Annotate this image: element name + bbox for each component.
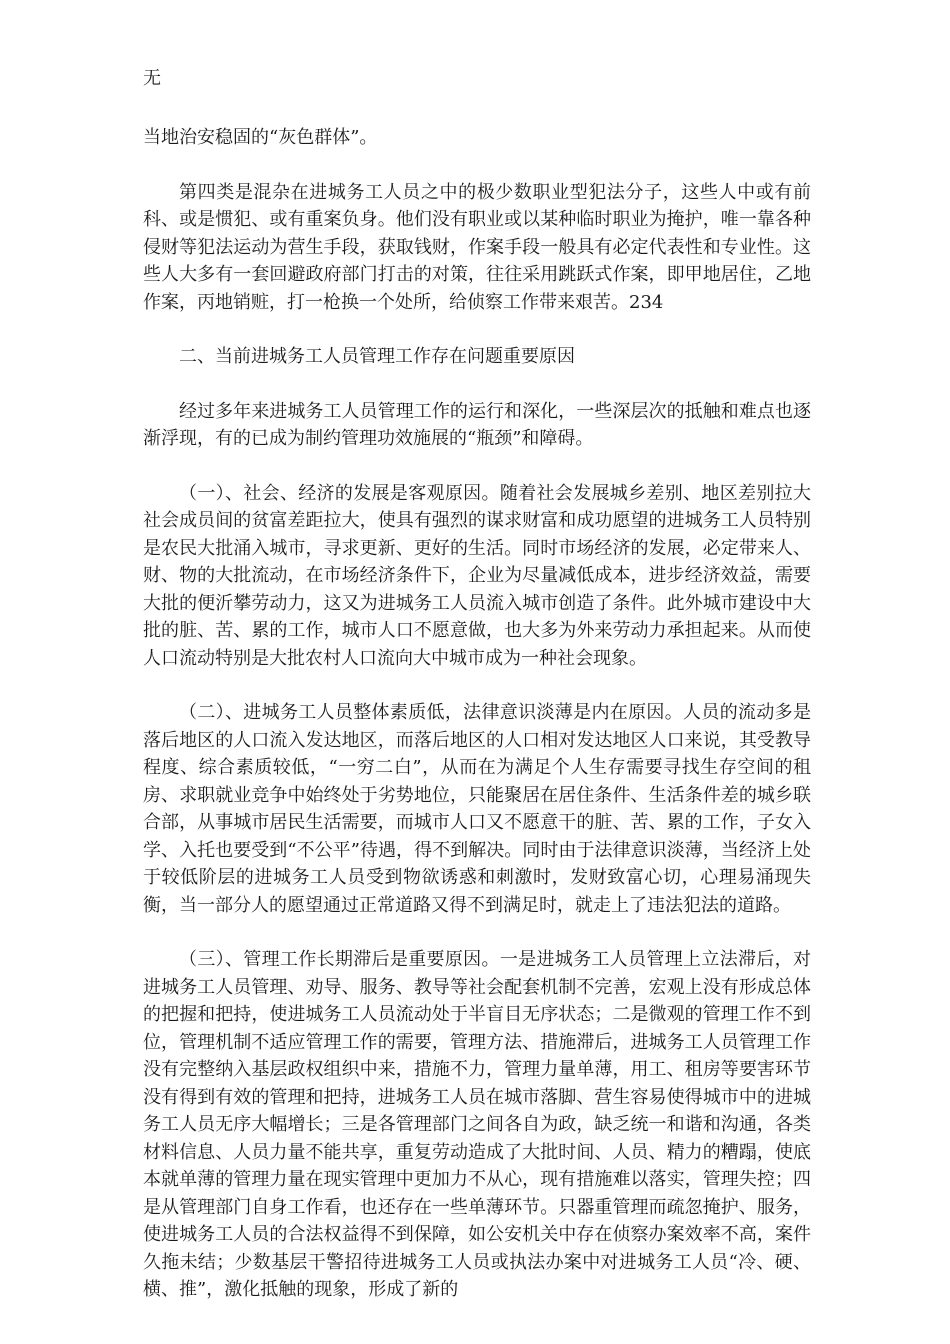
paragraph-continuation: 当地治安稳固的“灰色群体”。 bbox=[143, 127, 378, 148]
paragraph-intro: 经过多年来进城务工人员管理工作的运行和深化，一些深层次的抵触和难点也逐渐浮现，有的已成为制约管理功效施展的“瓶颈”和障碍。 bbox=[143, 400, 811, 449]
document-body bbox=[143, 124, 811, 1304]
paragraph-fourth-category: 第四类是混杂在进城务工人员之中的极少数职业型犯法分子，这些人中或有前科、或是惯犯、或有重案负身。他们没有职业或以某种临时职业为掩护，唯一靠各种侵财等犯法运动为营生手段，获取钱财，作案手段一般具有必定代表性和专业性。这些人大多有一套回避政府部门打击的对策，往往采用跳跃式作案，即甲地居住，乙地作案，丙地销赃，打一枪换一个处所，给侦察工作带来艰苦。234 bbox=[143, 181, 811, 313]
paragraph-reason-one: （一）、社会、经济的发展是客观原因。随着社会发展城乡差别、地区差别拉大社会成员间的贫富差距拉大，使具有强烈的谋求财富和成功愿望的进城务工人员特别是农民大批涌入城市，寻求更新、更好的生活。同时市场经济的发展，必定带来人、财、物的大批流动，在市场经济条件下，企业为尽量减低成本，进步经济效益，需要大批的便沂攀劳动力，这又为进城务工人员流入城市创造了条件。此外城市建设中大批的脏、苦、累的工作，城市人口不愿意做，也大多为外来劳动力承担起来。从而使人口流动特别是大批农村人口流向大中城市成为一种社会现象。 bbox=[143, 482, 811, 669]
paragraph-reason-two: （二）、进城务工人员整体素质低，法律意识淡薄是内在原因。人员的流动多是落后地区的人口流入发达地区，而落后地区的人口相对发达地区人口来说，其受教导程度、综合素质较低，“一穷二白”，从而在为满足个人生存需要寻找生存空间的租房、求职就业竞争中始终处于劣势地位，只能聚居在居住条件、生活条件差的城乡联合部，从事城市居民生活需要，而城市人口又不愿意干的脏、苦、累的工作，子女入学、入托也要受到“不公平”待遇，得不到解决。同时由于法律意识淡薄，当经济上处于较低阶层的进城务工人员受到物欲诱惑和刺激时，发财致富心切，心理易涌现失衡，当一部分人的愿望通过正常道路又得不到满足时，就走上了违法犯法的道路。 bbox=[143, 702, 811, 916]
header-mark: 无 bbox=[143, 68, 161, 89]
section-heading-two: 二、当前进城务工人员管理工作存在问题重要原因 bbox=[179, 346, 575, 367]
paragraph-reason-three: （三）、管理工作长期滞后是重要原因。一是进城务工人员管理上立法滞后，对进城务工人员管理、劝导、服务、教导等社会配套机制不完善，宏观上没有形成总体的把握和把持，使进城务工人员流动处于半盲目无序状态；二是微观的管理工作不到位，管理机制不适应管理工作的需要，管理方法、措施滞后，进城务工人员管理工作没有完整纳入基层政权组织中来，措施不力，管理力量单薄，用工、租房等要害环节没有得到有效的管理和把持，进城务工人员在城市落脚、营生容易使得城市中的进城务工人员无序大幅增长；三是各管理部门之间各自为政，缺乏统一和谐和沟通，各类材料信息、人员力量不能共享，重复劳动造成了大批时间、人员、精力的糟蹋，使底本就单薄的管理力量在现实管理中更加力不从心，现有措施难以落实，管理失控；四是从管理部门自身工作看，也还存在一些单薄环节。只器重管理而疏忽掩护、服务，使进城务工人员的合法权益得不到保障，如公安机关中存在侦察办案效率不高，案件久拖未结；少数基层干警招待进城务工人员或执法办案中对进城务工人员“冷、硬、横、推”，激化抵触的现象，形成了新的 bbox=[143, 949, 811, 1300]
